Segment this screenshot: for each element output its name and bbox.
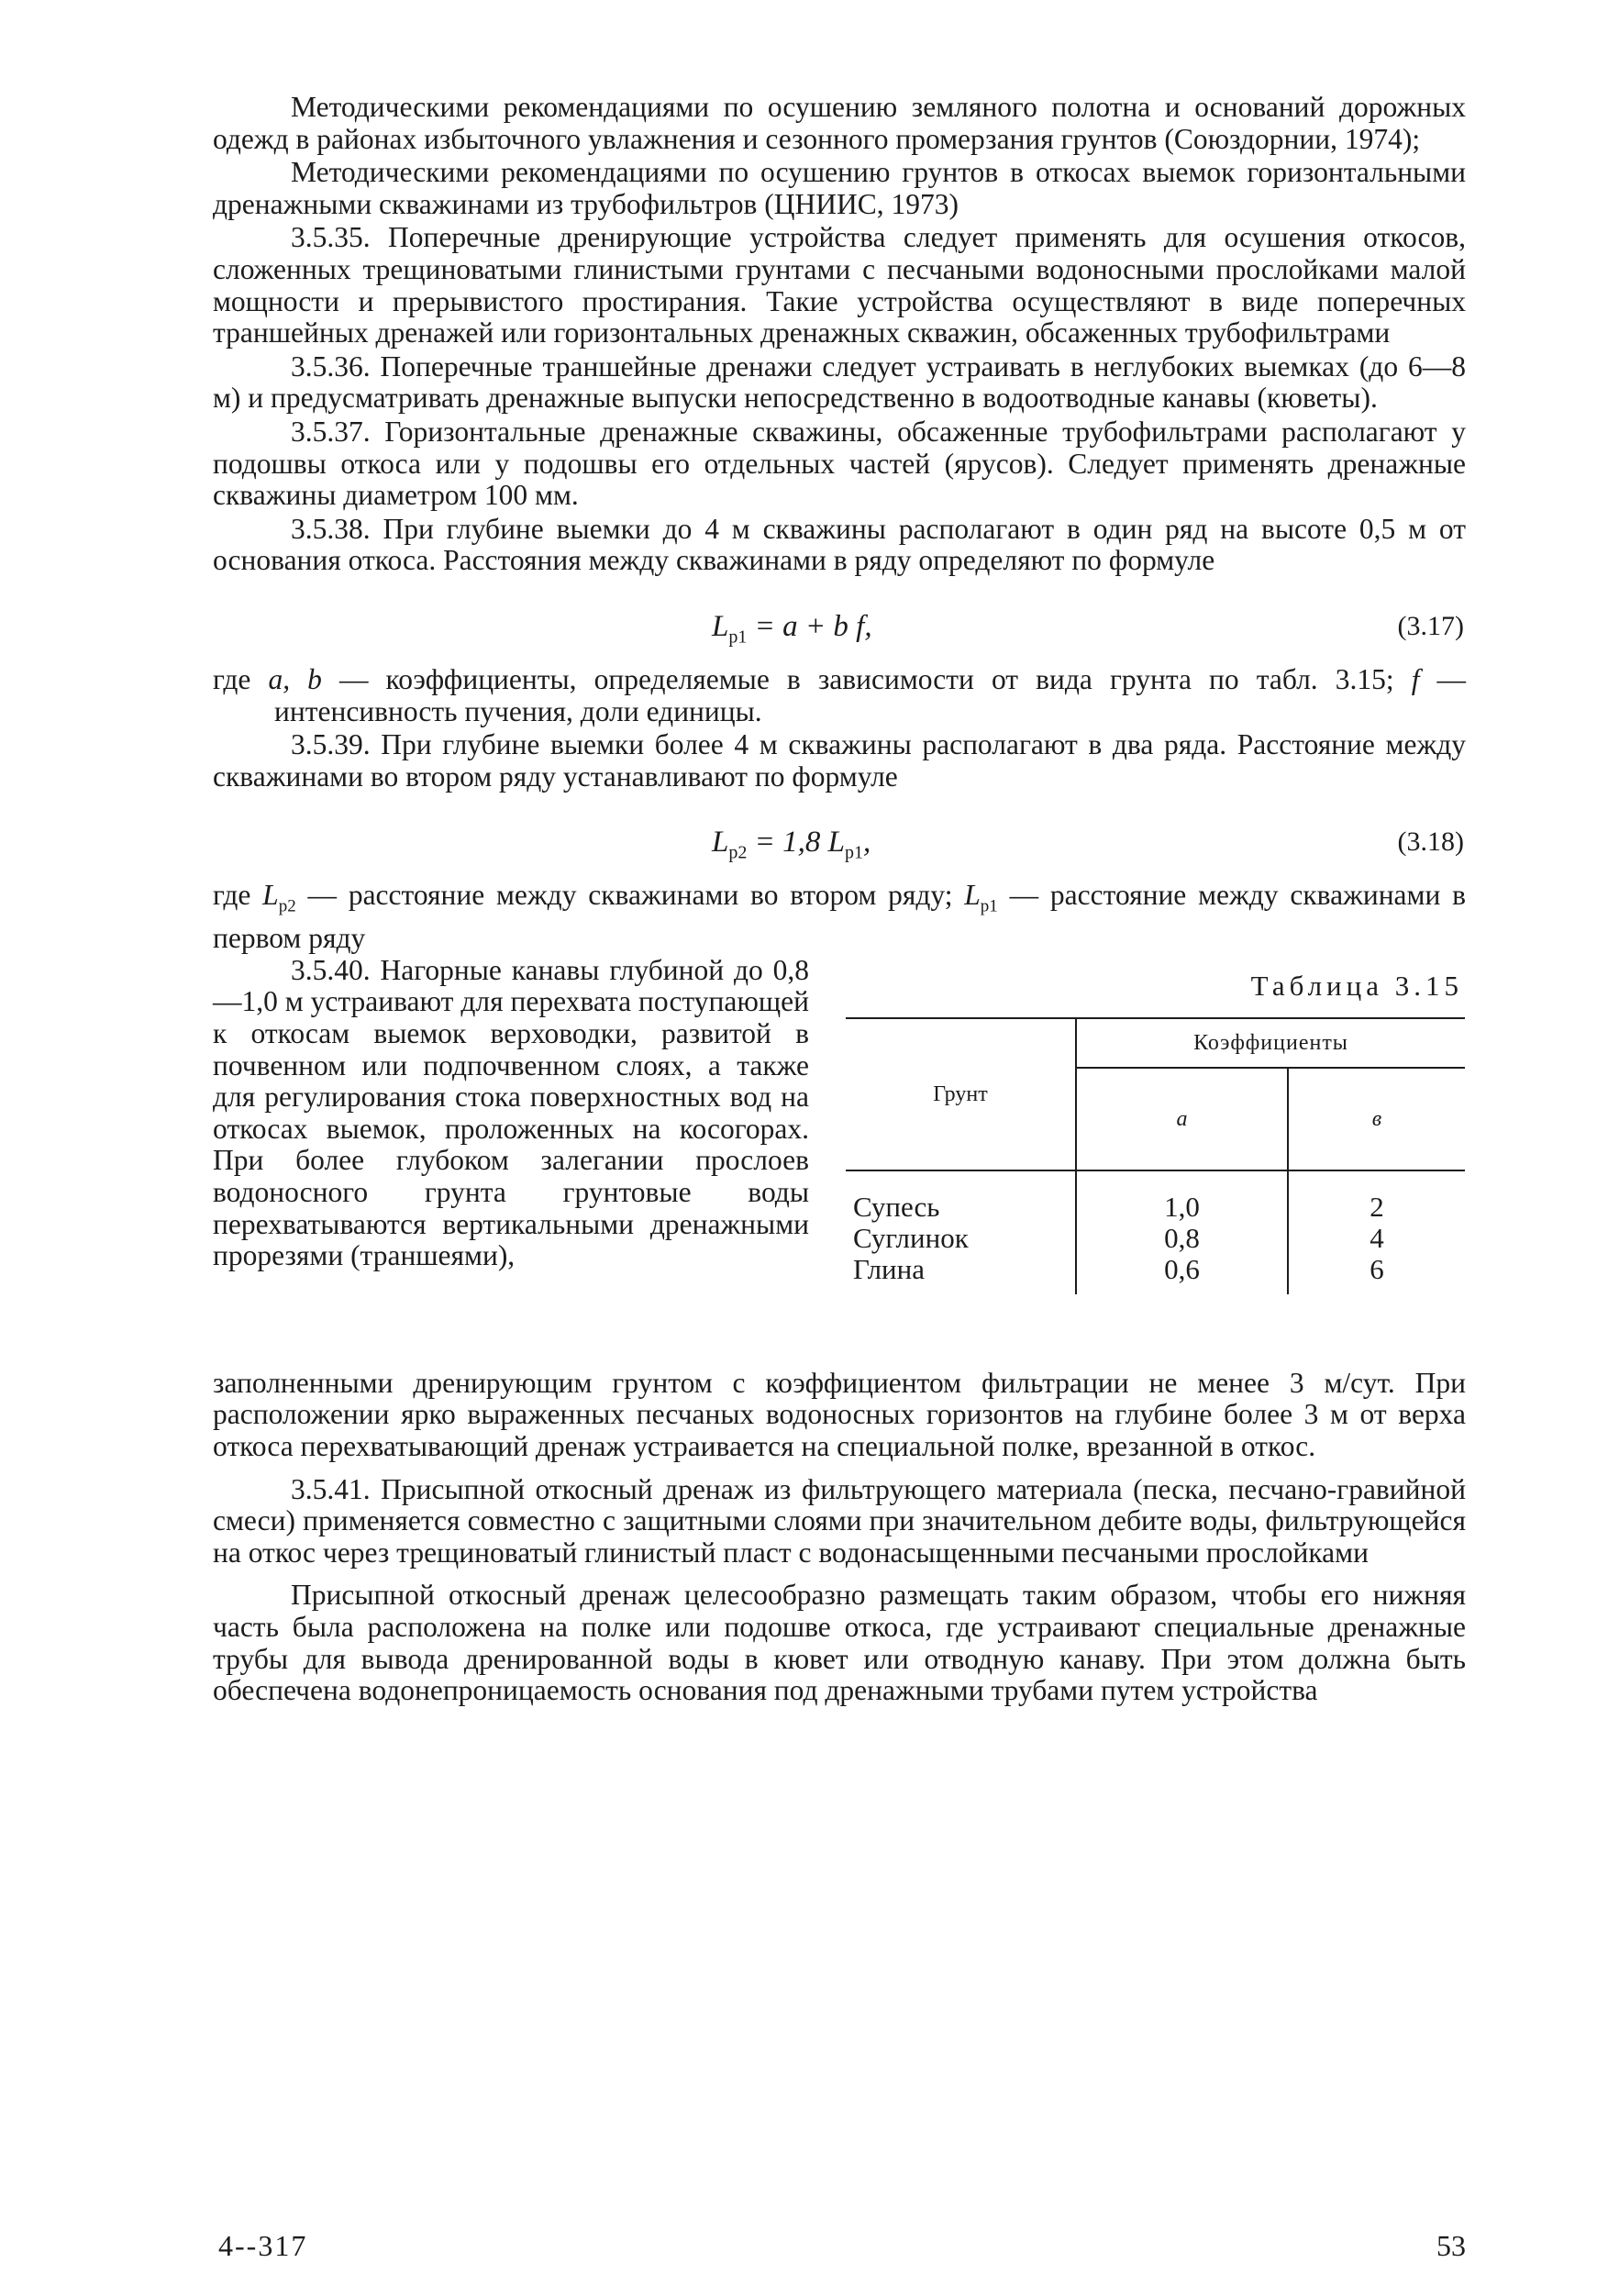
table-cell-b: 6 (1288, 1254, 1465, 1294)
var-lp1: $L_{p1}$ (964, 879, 998, 916)
table-row (846, 1223, 1465, 1254)
table-3-15 (846, 1017, 1465, 1294)
paragraph-3538: 3.5.38. При глубине выемки до 4 м скважины располагают в один ряд на высоте 0,5 м от основания откоса. Расстояния между скважинами в ряду определяют по формуле (213, 512, 1466, 577)
table-cell-b: 2 (1288, 1170, 1465, 1223)
footer-signature: 4--317 (218, 2229, 308, 2262)
table-cell-a: 0,6 (1076, 1254, 1288, 1294)
paragraph-reference-1: Методическими рекомендациями по осушению земляного полотна и оснований дорожных одежд в районах избыточного увлажнения и сезонного промерзания грунтов (Союздорнии, 1974); (213, 91, 1466, 155)
paragraph-3537: 3.5.37. Горизонтальные дренажные скважины, обсаженные трубофильтрами располагают у подошвы откоса или у подошвы его отдельных частей (ярусов). Следует применять дренажные скважины диаметром 100 мм. (213, 415, 1466, 512)
paragraph-3540: 3.5.40. Нагорные канавы глубиной до 0,8—1,0 м устраивают для перехвата поступающей к откосам выемок верховодки, развитой в почвенном или подпочвенном слоях, а также для регулирования стока поверхностных вод на откосах выемок, проложенных на косогорах. При более глубоком залегании прослоев водоносного грунта грунтовые воды перехватываются вертикальными дренажными прорезями (траншеями), (213, 953, 809, 1272)
formula-3-18 (213, 814, 1466, 863)
formula-3-17 (213, 598, 1466, 648)
table-header-coefficients: Коэффициенты (1076, 1018, 1465, 1068)
table-header-a: a (1076, 1068, 1288, 1170)
table-cell-a: 1,0 (1076, 1170, 1288, 1223)
paragraph-3535: 3.5.35. Поперечные дренирующие устройства следует применять для осушения откосов, сложенных трещиноватыми глинистыми грунтами с песчаными водоносными прослойками малой мощности и прерывистого простирания. Такие устройства осуществляют в виде поперечных траншейных дренажей или горизонтальных дренажных скважин, обсаженных трубофильтрами (213, 221, 1466, 349)
formula-3-18-number: (3.18) (1397, 826, 1464, 858)
paragraph-reference-2: Методическими рекомендациями по осушению грунтов в откосах выемок горизонтальными дренажными скважинами из трубофильтров (ЦНИИС, 1973) (213, 156, 1466, 220)
section-3540-with-table (213, 955, 1466, 1368)
paragraph-last: Присыпной откосный дренаж целесообразно размещать таким образом, чтобы его нижняя часть была расположена на полке или подошве откоса, где устраивают специальные дренажные трубы для вывода дренированной воды в кювет или отводную канаву. При этом должна быть обеспечена водонепроницаемость основания под дренажными трубами путем устройства (213, 1579, 1466, 1707)
formula-3-18-explanation: где $L_{p2}$ — расстояние между скважинами во втором ряду; $L_{p1}$ — расстояние между скважинами в первом ряду (213, 879, 1467, 955)
table-cell-b: 4 (1288, 1223, 1465, 1254)
table-cell-soil: Суглинок (853, 1222, 969, 1255)
table-caption: Таблица 3.15 (1250, 969, 1463, 1002)
paragraph-3536: 3.5.36. Поперечные траншейные дренажи следует устраивать в неглубоких выемках (до 6—8 м) и предусматривать дренажные выпуски непосредственно в водоотводные канавы (кюветы). (213, 349, 1466, 415)
paragraph-3540-continued: заполненными дренирующим грунтом с коэффициентом фильтрации не менее 3 м/сут. При расположении ярко выраженных песчаных водоносных горизонтов на глубине более 3 м от верха откоса перехватывающий дренаж устраивается на специальной полке, врезанной в откос. (213, 1366, 1466, 1462)
table-row (846, 1170, 1465, 1223)
table-3-15-block (846, 955, 1465, 1295)
formula-3-18-expression: $L_{p2} = 1,8$ $L_{p1}$, (712, 826, 871, 863)
paragraph-3540-column (213, 955, 809, 1272)
table-row (846, 1254, 1465, 1294)
table-cell-soil: Супесь (853, 1191, 940, 1224)
table-cell-soil: Глина (853, 1253, 925, 1286)
formula-3-17-number: (3.17) (1397, 610, 1464, 641)
table-cell-a: 0,8 (1076, 1223, 1288, 1254)
page-number: 53 (1436, 2229, 1466, 2262)
formula-3-17-explanation: где a, b — коэффициенты, определяемые в зависимости от вида грунта по табл. 3.15; f — интенсивность пучения, доли единицы. (213, 662, 1467, 727)
paragraph-3541: 3.5.41. Присыпной откосный дренаж из фильтрующего материала (песка, песчано-гравийной смеси) применяется совместно с защитными слоями при значительном дебите воды, фильтрующейся на откос через трещиноватый глинистый пласт с водонасыщенными песчаными прослойками (213, 1472, 1466, 1569)
table-header-b: в (1288, 1068, 1465, 1170)
var-lp2: $L_{p2}$ (262, 879, 296, 916)
table-header-soil: Грунт (846, 1018, 1076, 1170)
paragraph-3539: 3.5.39. При глубине выемки более 4 м скважины располагают в два ряда. Расстояние между скважинами во втором ряду устанавливают по формуле (213, 728, 1466, 793)
formula-3-17-expression: $L_{p1} = a + b$ f, (712, 609, 872, 648)
